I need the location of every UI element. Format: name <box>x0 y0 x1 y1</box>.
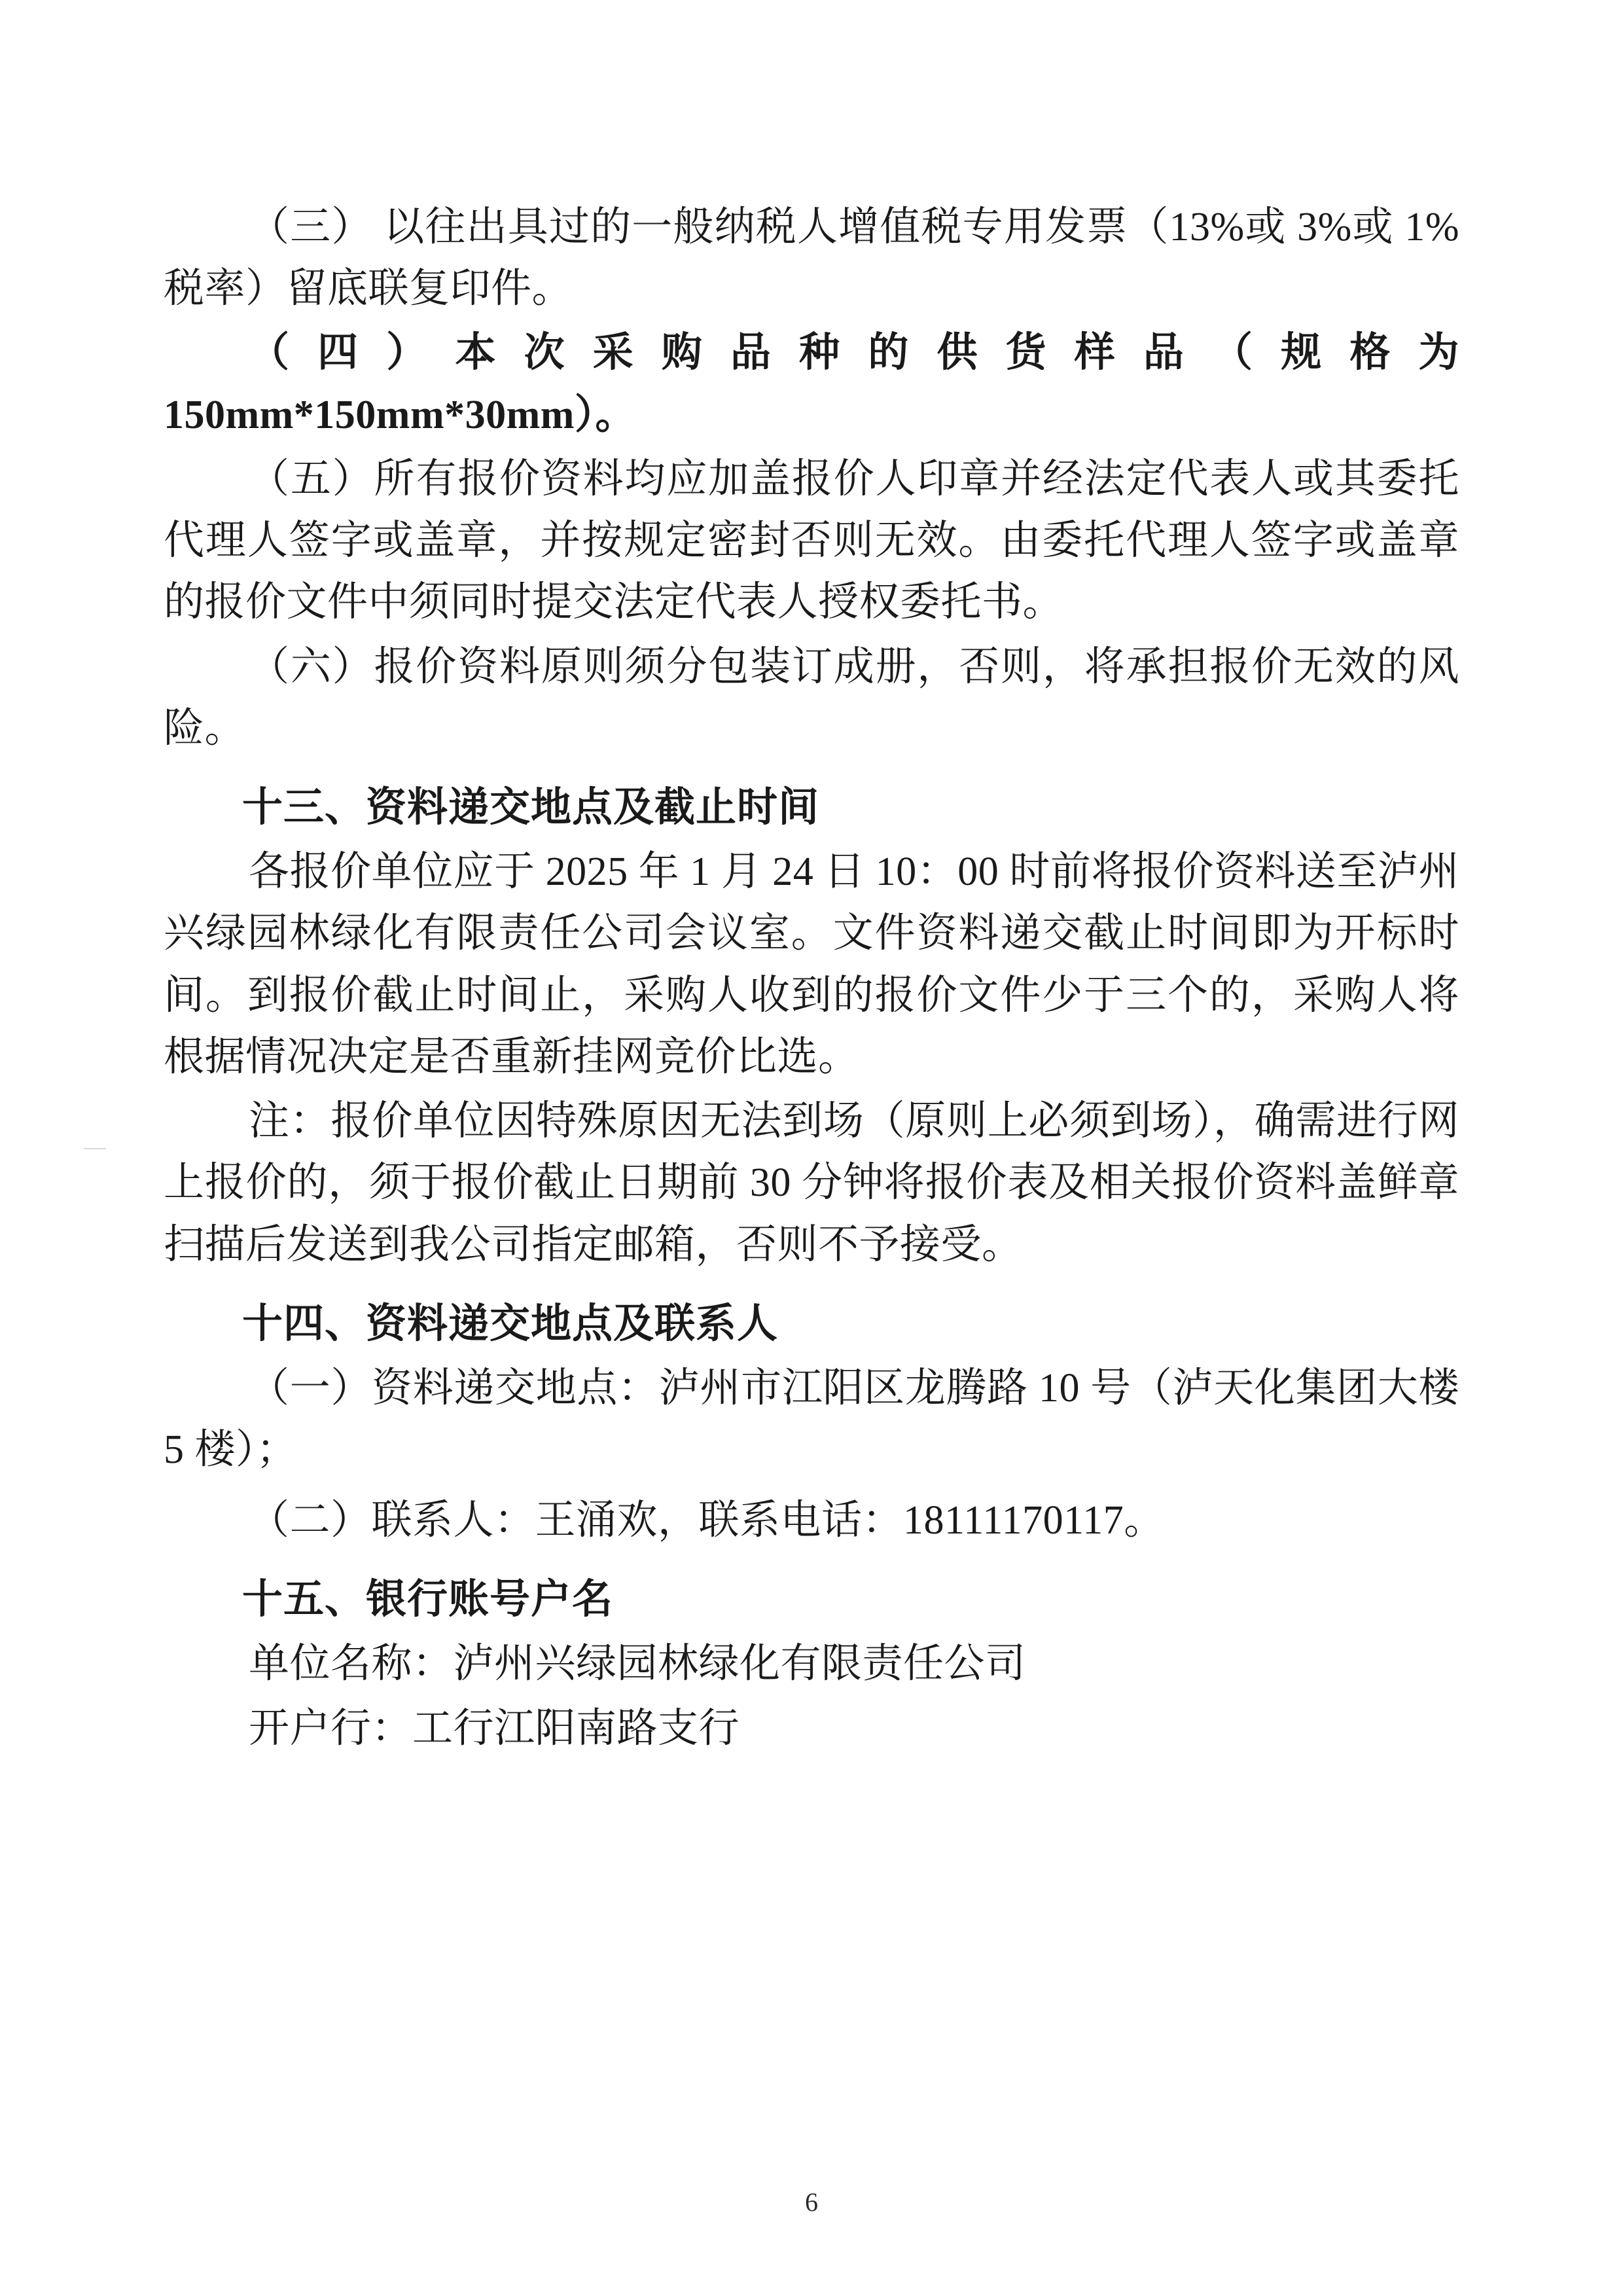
spacer <box>164 1483 1459 1490</box>
paragraph-item-three: （三） 以往出具过的一般纳税人增值税专用发票（13%或 3%或 1%税率）留底联复印件。 <box>164 205 1459 312</box>
section-13-body: 各报价单位应于 2025 年 1 月 24 日 10：00 时前将报价资料送至泸州兴绿园林绿化有限责任公司会议室。文件资料递交截止时间即为开标时间。到报价截止时间止，采购人收到的报价文件少于三个的，采购人将根据情况决定是否重新挂网竞价比选。 <box>164 850 1459 1079</box>
section-14-item-contact: （二）联系人：王涌欢，联系电话：18111170117。 <box>249 1498 1165 1543</box>
fold-mark <box>84 1148 106 1149</box>
section-15-bank: 开户行：工行江阳南路支行 <box>249 1706 740 1751</box>
paragraph-item-four: （四）本次采购品种的供货样品（规格为 150mm*150mm*30mm）。 <box>164 331 1459 437</box>
section-13-heading: 十三、资料递交地点及截止时间 <box>242 783 820 831</box>
paragraph-item-six: （六）报价资料原则须分包装订成册，否则，将承担报价无效的风险。 <box>164 644 1459 751</box>
section-13-note: 注：报价单位因特殊原因无法到场（原则上必须到场），确需进行网上报价的，须于报价截止日期前 30 分钟将报价表及相关报价资料盖鲜章扫描后发送到我公司指定邮箱，否则不予接受。 <box>164 1099 1459 1267</box>
paragraph-item-five: （五）所有报价资料均应加盖报价人印章并经法定代表人或其委托代理人签字或盖章，并按规定密封否则无效。由委托代理人签字或盖章的报价文件中须同时提交法定代表人授权委托书。 <box>164 456 1459 625</box>
section-14-item-location: （一）资料递交地点：泸州市江阳区龙腾路 10 号（泸天化集团大楼 5 楼）； <box>164 1365 1459 1472</box>
page-content <box>164 196 1459 1759</box>
section-15-company-name: 单位名称：泸州兴绿园林绿化有限责任公司 <box>249 1641 1026 1687</box>
page-number: 6 <box>805 2187 818 2217</box>
section-15-heading: 十五、银行账号户名 <box>242 1575 614 1623</box>
section-14-heading: 十四、资料递交地点及联系人 <box>242 1299 779 1347</box>
